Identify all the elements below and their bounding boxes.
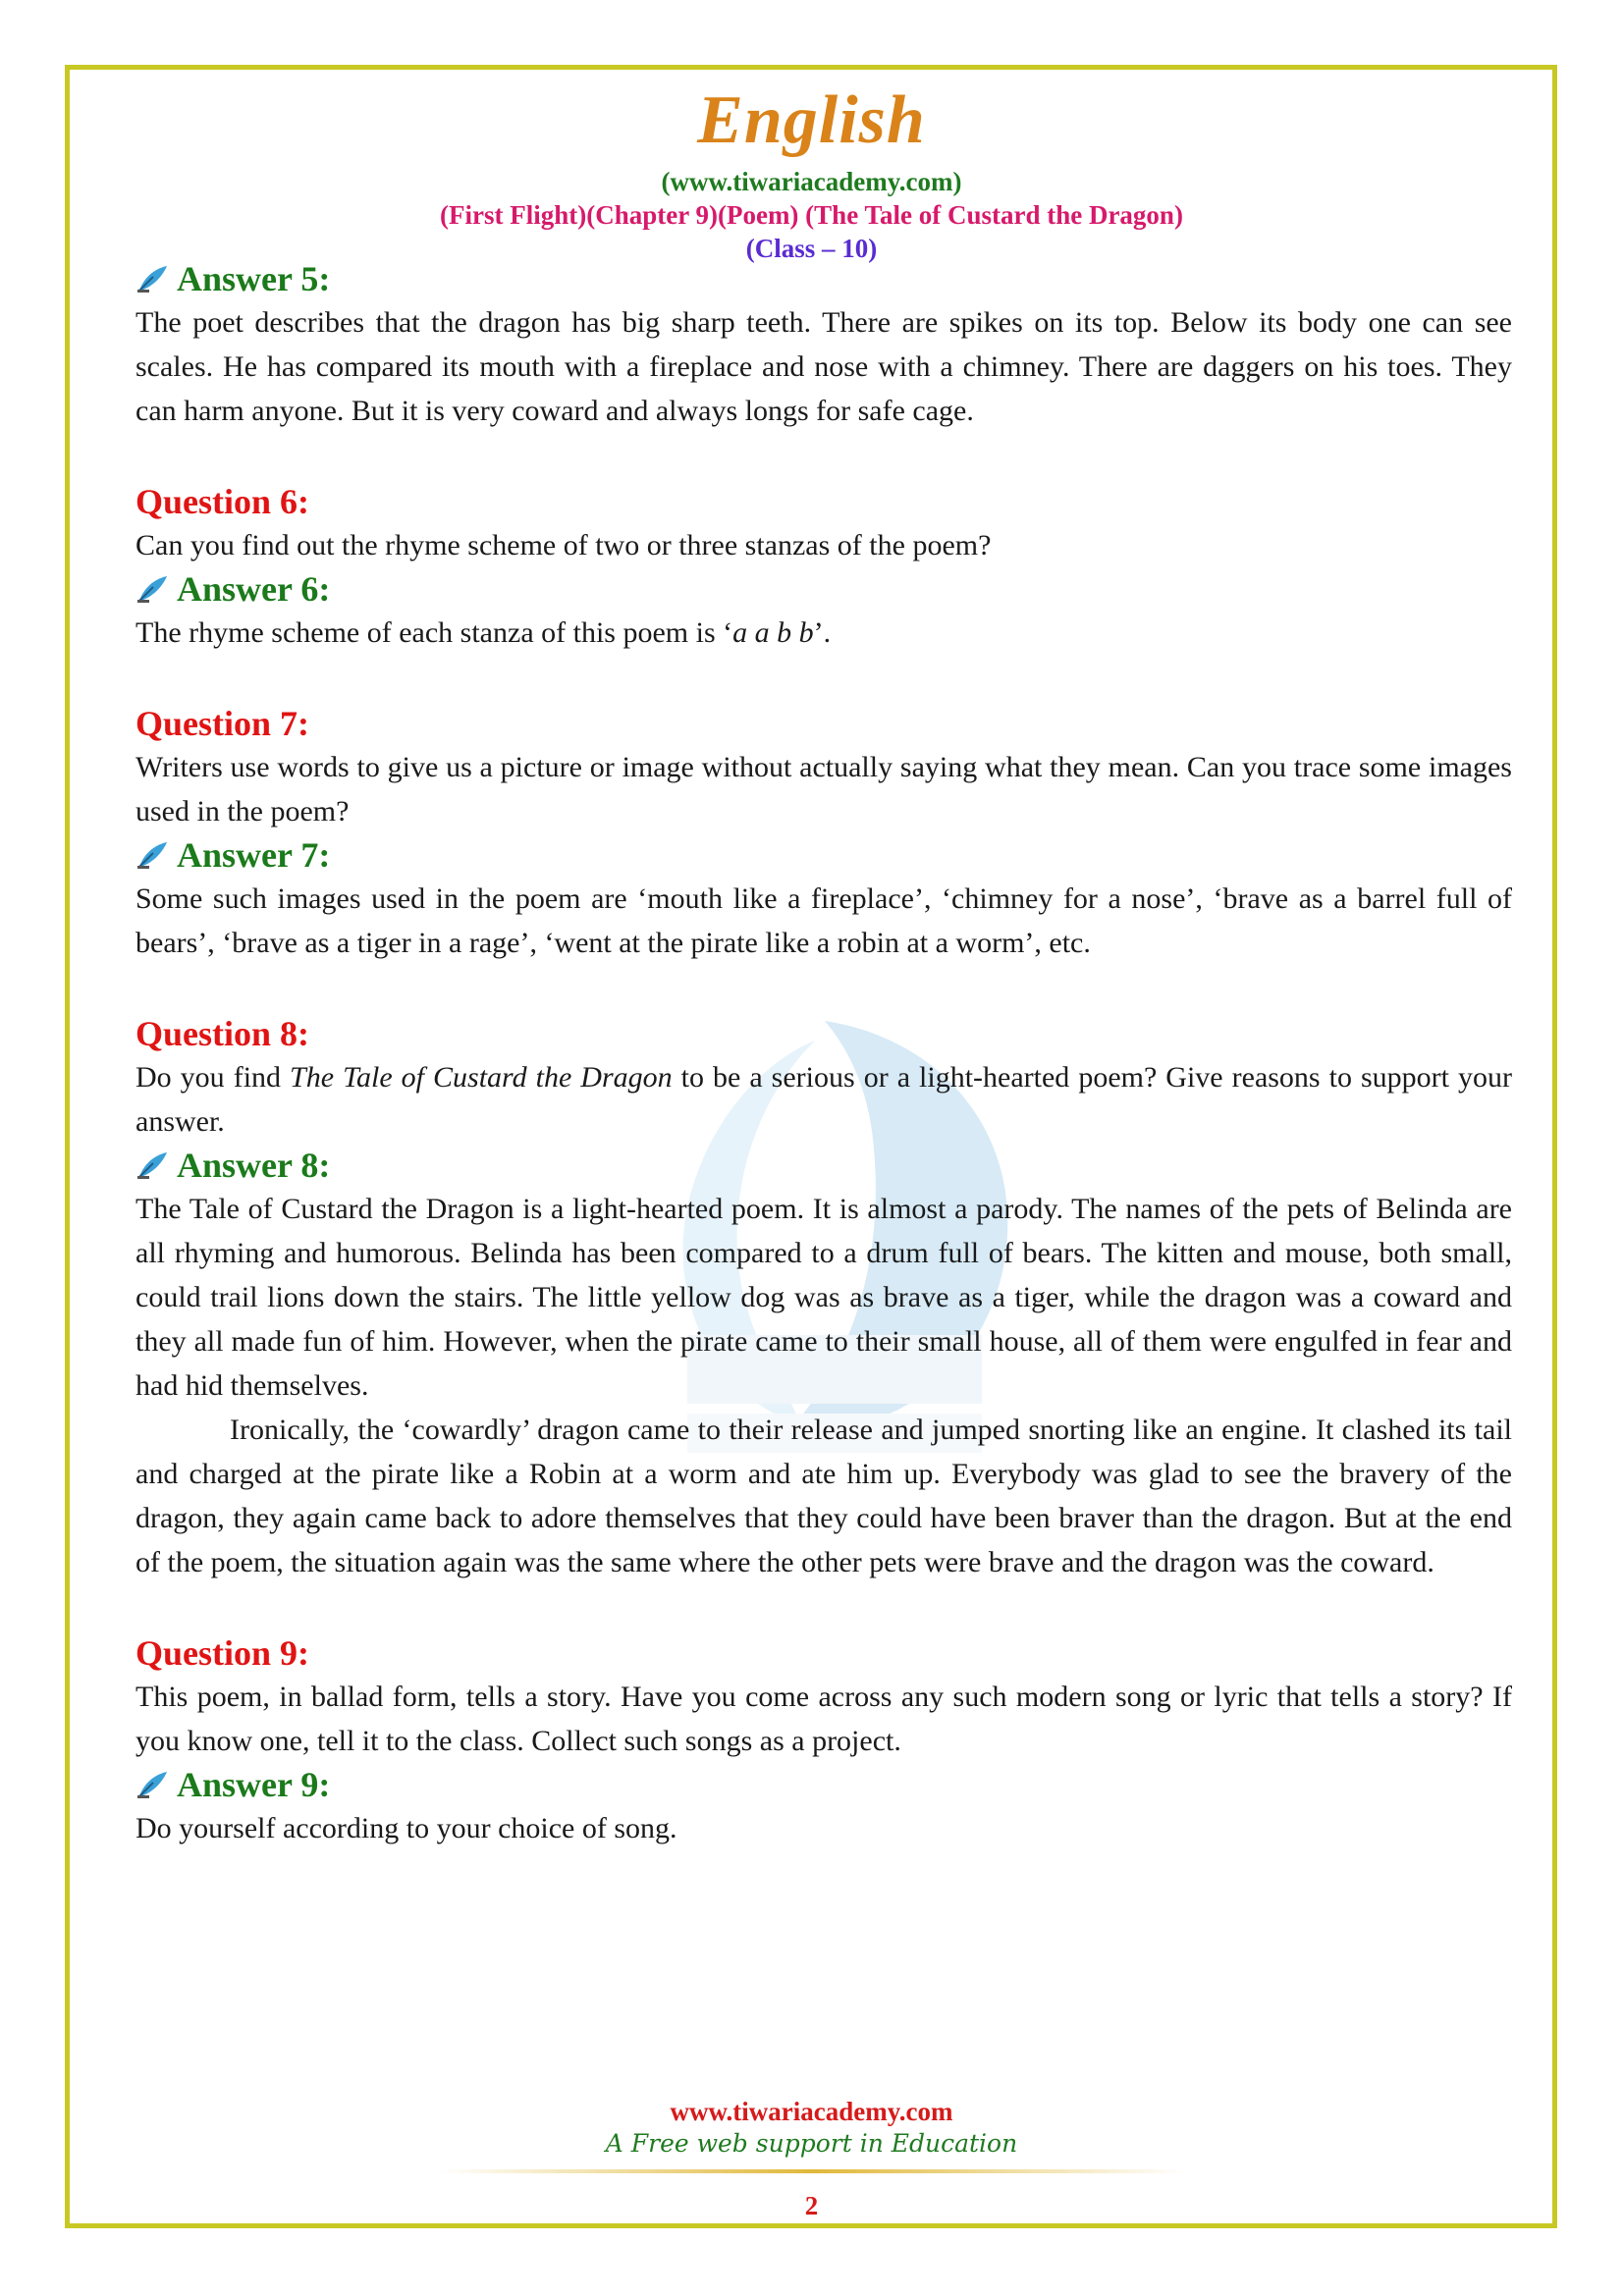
answer-9-label: Answer 9: bbox=[177, 1765, 331, 1804]
poem-title: The Tale of Custard the Dragon bbox=[290, 1061, 673, 1094]
answer-5-text: The poet describes that the dragon has big sharp teeth. There are spikes on its top. Below its body one can see scales. He has compared its mouth with a fireplace and nose with a chimney. There are daggers on his toes. They can harm anyone. But it is very coward and always longs for safe cage. bbox=[135, 306, 1512, 427]
answer-6-heading bbox=[135, 567, 1512, 611]
footer-site-link[interactable]: www.tiwariacademy.com bbox=[670, 2097, 953, 2126]
question-6-text: Can you find out the rhyme scheme of two or three stanzas of the poem? bbox=[135, 529, 992, 561]
answer-7-heading bbox=[135, 833, 1512, 877]
question-9-text: This poem, in ballad form, tells a story. Have you come across any such modern song or lyric that tells a story? If you know one, tell it to the class. Collect such songs as a project. bbox=[135, 1681, 1512, 1757]
answer-9-text: Do yourself according to your choice of song. bbox=[135, 1812, 677, 1844]
answer-6-label: Answer 6: bbox=[177, 569, 331, 609]
footer-divider bbox=[439, 2169, 1185, 2173]
answer-8-heading bbox=[135, 1144, 1512, 1187]
page-number: 2 bbox=[804, 2191, 819, 2220]
feather-icon bbox=[135, 263, 171, 294]
question-6-heading: Question 6: bbox=[135, 482, 310, 521]
answer-8-para-2: Ironically, the ‘cowardly’ dragon came to their release and jumped snorting like an engine. It clashed its tail and charged at the pirate like a Robin at a worm and ate him up. Everybody was glad to see the bravery of the dragon, they again came back to adore themselves that they could have been braver than the dragon. But at the end of the poem, the situation again was the same where the other pets were brave and the dragon was the coward. bbox=[135, 1414, 1512, 1578]
rhyme-scheme: a a b b bbox=[732, 616, 814, 649]
question-8-text: Do you find The Tale of Custard the Dragon to be a serious or a light-hearted poem? Give reasons to support your answer. bbox=[135, 1061, 1512, 1138]
feather-icon bbox=[135, 839, 171, 871]
question-9-heading: Question 9: bbox=[135, 1633, 310, 1673]
page-title: English bbox=[697, 82, 926, 158]
qa-content bbox=[135, 257, 1512, 1850]
feather-icon bbox=[135, 1149, 171, 1181]
header-site-link[interactable]: (www.tiwariacademy.com) bbox=[661, 167, 962, 196]
feather-icon bbox=[135, 1769, 171, 1800]
page-header bbox=[0, 77, 1623, 265]
chapter-info: (First Flight)(Chapter 9)(Poem) (The Tale of Custard the Dragon) bbox=[440, 200, 1183, 230]
question-7-heading: Question 7: bbox=[135, 704, 310, 743]
page-footer bbox=[0, 2095, 1623, 2221]
answer-9-heading bbox=[135, 1763, 1512, 1806]
answer-5-heading bbox=[135, 257, 1512, 300]
question-8-heading: Question 8: bbox=[135, 1014, 310, 1053]
answer-7-text: Some such images used in the poem are ‘mouth like a fireplace’, ‘chimney for a nose’, ‘brave as a barrel full of bears’, ‘brave as a tiger in a rage’, ‘went at the pirate like a robin at a worm’, etc. bbox=[135, 882, 1512, 959]
answer-8-label: Answer 8: bbox=[177, 1146, 331, 1185]
answer-7-label: Answer 7: bbox=[177, 835, 331, 875]
footer-tagline: A Free web support in Education bbox=[605, 2129, 1018, 2158]
class-label: (Class – 10) bbox=[745, 234, 878, 263]
answer-5-label: Answer 5: bbox=[177, 259, 331, 298]
answer-6-text: The rhyme scheme of each stanza of this poem is ‘a a b b’. bbox=[135, 616, 832, 649]
answer-8-para-1: The Tale of Custard the Dragon is a light-hearted poem. It is almost a parody. The names of the pets of Belinda are all rhyming and humorous. Belinda has been compared to a drum full of bears. The kitten and mouse, both small, could trail lions down the stairs. The little yellow dog was as brave as a tiger, while the dragon was a coward and they all made fun of him. However, when the pirate came to their small house, all of them were engulfed in fear and had hid themselves. bbox=[135, 1193, 1512, 1402]
question-7-text: Writers use words to give us a picture or image without actually saying what they mean. Can you trace some images used in the poem? bbox=[135, 751, 1512, 828]
feather-icon bbox=[135, 573, 171, 605]
